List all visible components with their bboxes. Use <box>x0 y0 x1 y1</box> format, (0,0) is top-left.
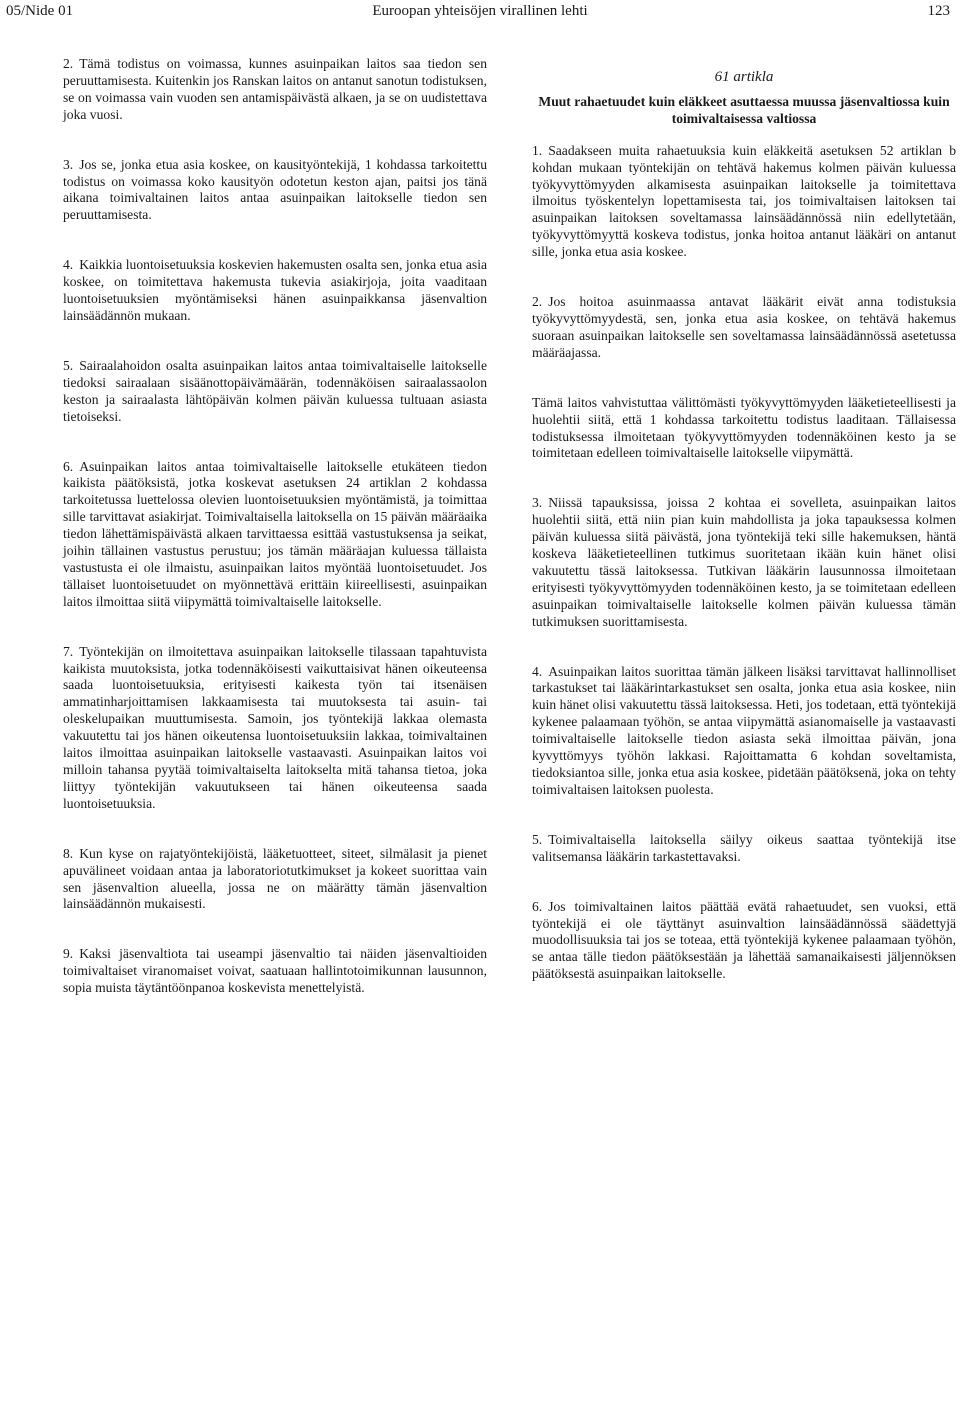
paragraph-text: Tämä laitos vahvistuttaa välittömästi työkyvyttömyyden lääketieteellisesti ja huolehtii siitä, että 1 kohdassa tarkoitettu todistus laaditaan. Tällaisessa todistuksessa ilmoitetaan työkyvyttömyyden todennäköinen kesto ja se toimitetaan edelleen toimivaltaiselle laitokselle viipymättä. <box>532 394 956 461</box>
paragraph-number: 4. <box>532 663 543 679</box>
paragraph <box>63 56 487 124</box>
paragraph-text: Jos hoitoa asuinmaassa antavat lääkärit eivät anna todistuksia työkyvyttömyydestä, sen, jonka etua asia koskee, on tehtävä hakemus suoraan asuinpaikan laitokselle sen soveltamassa lainsäädännössä asetetussa määräajassa. <box>532 294 956 360</box>
journal-volume: 05/Nide 01 <box>6 3 74 19</box>
article-heading: Muut rahaetuudet kuin eläkkeet asuttaessa muussa jäsenvaltiossa kuin toimivaltaisessa valtiossa <box>538 93 950 126</box>
paragraph-text: Kun kyse on rajatyöntekijöistä, lääketuotteet, siteet, silmälasit ja pienet apuvälineet voidaan antaa ja laboratoriotutkimukset ja kokeet suorittaa vain sen jäsenvaltion alueella, jossa ne on määrätty tämän jäsenvaltion lainsäädännön mukaisesti. <box>63 845 487 912</box>
paragraph <box>532 395 956 463</box>
paragraph-number: 2. <box>63 56 74 71</box>
paragraph <box>63 358 487 426</box>
journal-title: Euroopan yhteisöjen virallinen lehti <box>372 3 588 19</box>
paragraph <box>532 899 956 984</box>
paragraph <box>532 664 956 799</box>
paragraph <box>532 495 956 630</box>
paragraph-text: Tämä todistus on voimassa, kunnes asuinpaikan laitos saa tiedon sen peruuttamisesta. Kuitenkin jos Ranskan laitos on antanut sanotun todistuksen, se on voimassa vain vuoden sen antamispäivästä alkaen, ja se on uudistettava joka vuosi. <box>63 56 487 122</box>
paragraph-text: Työntekijän on ilmoitettava asuinpaikan laitokselle tilassaan tapahtuvista kaikista muutoksista, jotka todennäköisesti vaikuttaisivat hänen oikeuteensa saada luontoisetuuksia, erityisesti kaikesta työn tai itsenäisen ammatinharjoittamisen lakkaamisesta tai muutoksesta tai asuin- tai oleskelupaikan muuttumisesta. Samoin, jos työntekijä lakkaa olemasta vakuutettu tai jos hänen oikeutensa luontoisetuuksiin lakkaa, toimivaltainen laitos ilmoittaa asuinpaikan laitokselle vastaavasti. Asuinpaikan laitos voi milloin tahansa pyytää toimivaltaiselta laitokselta mitä tahansa tietoa, joka liittyy työntekijän vakuutukseen tai hänen oikeuteensa saada luontoisetuuksia. <box>63 643 487 811</box>
paragraph-text: Toimivaltaisella laitoksella säilyy oikeus saattaa työntekijä itse valitsemansa lääkärin tarkastettavaksi. <box>532 831 956 864</box>
paragraph-text: Kaksi jäsenvaltiota tai useampi jäsenvaltio tai näiden jäsenvaltioiden toimivaltaiset viranomaiset voivat, saatuaan hallintotoimikunnan lausunnon, sopia muista täytäntöönpanoa koskevista menettelyistä. <box>63 946 487 996</box>
paragraph <box>63 846 487 914</box>
paragraph-number: 9. <box>63 946 74 962</box>
paragraph-number: 7. <box>63 643 74 659</box>
paragraph-text: Asuinpaikan laitos suorittaa tämän jälkeen lisäksi tarvittavat hallinnolliset tarkastukset tai lääkärintarkastukset sen osalta, jonka etua asia koskee, niin kuin hänet olisi vakuutettu tässä laitoksessa. Heti, jos todetaan, että työntekijä kykenee palaamaan työhön, se antaa viipymättä asianomaiselle ja vastaavasti toimivaltaiselle laitokselle tiedon asiasta sekä ilmoittaa päivän, jona kyvyttömyys työhön lakkasi. Rajoittamatta 6 kohdan soveltamista, tiedoksiantoa sille, jonka etua asia koskee, pidetään päätöksenä, joka on tehty toimivaltaisen laitoksen puolesta. <box>532 663 956 797</box>
paragraph-text: Kaikkia luontoisetuuksia koskevien hakemusten osalta sen, jonka etua asia koskee, on toimitettava hakemusta tukevia asiakirjoja, joita vaaditaan luontoisetuuksien myöntämiseksi hänen asuinpaikkansa jäsenvaltion lainsäädännön mukaan. <box>63 257 487 323</box>
paragraph-text: Jos toimivaltainen laitos päättää evätä rahaetuudet, sen vuoksi, että työntekijä ei ole täyttänyt asuinvaltion lainsäädännössä säädettyjä muodollisuuksia tai jos se toteaa, että työntekijä kykenee palaamaan työhön, se antaa tälle tiedon päätöksestään ja lähettää samanaikaisesti jäljennöksen päätöksestä asuinpaikan laitokselle. <box>532 898 956 982</box>
right-column <box>532 56 956 983</box>
paragraph-number: 5. <box>532 831 543 847</box>
paragraph <box>63 644 487 813</box>
paragraph <box>63 946 487 997</box>
paragraph-number: 1. <box>532 142 543 158</box>
left-column <box>63 56 487 997</box>
page-number: 123 <box>927 3 950 19</box>
paragraph-number: 6. <box>532 898 543 914</box>
paragraph <box>532 143 956 261</box>
paragraph <box>63 157 487 225</box>
paragraph-number: 8. <box>63 845 74 861</box>
paragraph-text: Saadakseen muita rahaetuuksia kuin eläkkeitä asetuksen 52 artiklan b kohdan mukaan työntekijän on tehtävä hakemus kolmen päivän kuluessa työkyvyttömyyden alkamisesta asuinpaikan laitokselle ja toimitettava ilmoitus työskentelyn lopettamisesta tai, jos toimivaltaisen laitoksen tai asuinpaikan laitoksen soveltamassa lainsäädännössä niin edellytetään, työkyvyttömyyttä koskeva todistus, jonka hoitoa antanut lääkäri on antanut sille, jonka etua asia koskee. <box>532 142 956 260</box>
article-title: 61 artikla <box>714 69 774 85</box>
paragraph-text: Niissä tapauksissa, joissa 2 kohtaa ei sovelleta, asuinpaikan laitos huolehtii siitä, että niin pian kuin mahdollista ja joka tapauksessa kolmen päivän kuluessa siitä päivästä, jona työntekijä teki sille hakemuksen, häntä koskeva lääketieteellinen tutkimus suoritetaan ikään kuin hänet olisi vakuutettu tässä laitoksessa. Tutkivan lääkärin lausunnossa ilmoitetaan erityisesti työkyvyttömyyden todennäköinen kesto, ja se toimitetaan edelleen asuinpaikan toimivaltaiselle laitokselle kolmen päivän kuluessa tämän tutkimuksen suorittamisesta. <box>532 495 956 629</box>
paragraph <box>532 832 956 866</box>
paragraph <box>532 294 956 362</box>
paragraph-number: 3. <box>63 156 74 172</box>
paragraph <box>63 459 487 611</box>
page-header <box>0 0 960 28</box>
paragraph-text: Asuinpaikan laitos antaa toimivaltaiselle laitokselle etukäteen tiedon kaikista päätöksistä, jotka koskevat asetuksen 24 artiklan 2 kohdassa tarkoitetussa luettelossa olevien luontoisetuuksien myöntämistä, ja toimittaa sille tarvittavat asiakirjat. Toimivaltaisella laitoksella on 15 päivän määräaika tiedon lähettämispäivästä alkaen tarvittaessa esittää vastustuksensa ja seikat, joihin tällainen vastustus perustuu; jos tämän määräajan kuluessa tällaista vastustusta ei ole ilmaistu, asuinpaikan laitos myöntää luontoisetuudet. Jos tällaiset luontoisetuudet on myönnettävä erittäin kiireellisesti, asuinpaikan laitos ilmoittaa siitä viipymättä toimivaltaiselle laitokselle. <box>63 458 487 609</box>
paragraph-text: Jos se, jonka etua asia koskee, on kausityöntekijä, 1 kohdassa tarkoitettu todistus on voimassa koko kausityön odotetun keston ajan, paitsi jos tänä aikana toimivaltainen laitos antaa asuinpaikan laitokselle tiedon sen peruuttamisesta. <box>63 156 487 223</box>
paragraph-text: Sairaalahoidon osalta asuinpaikan laitos antaa toimivaltaiselle laitokselle tiedoksi sairaalaan sisäänottopäivämäärän, todennäköisen sairaalassaolon keston ja sairaalasta lähtöpäivän kolmen päivän kuluessa tultuaan asiasta tietoiseksi. <box>63 357 487 424</box>
paragraph-number: 4. <box>63 257 74 273</box>
paragraph <box>63 257 487 325</box>
paragraph-number: 2. <box>532 294 543 310</box>
paragraph-number: 5. <box>63 357 74 373</box>
paragraph-number: 6. <box>63 458 74 474</box>
paragraph-number: 3. <box>532 495 543 511</box>
